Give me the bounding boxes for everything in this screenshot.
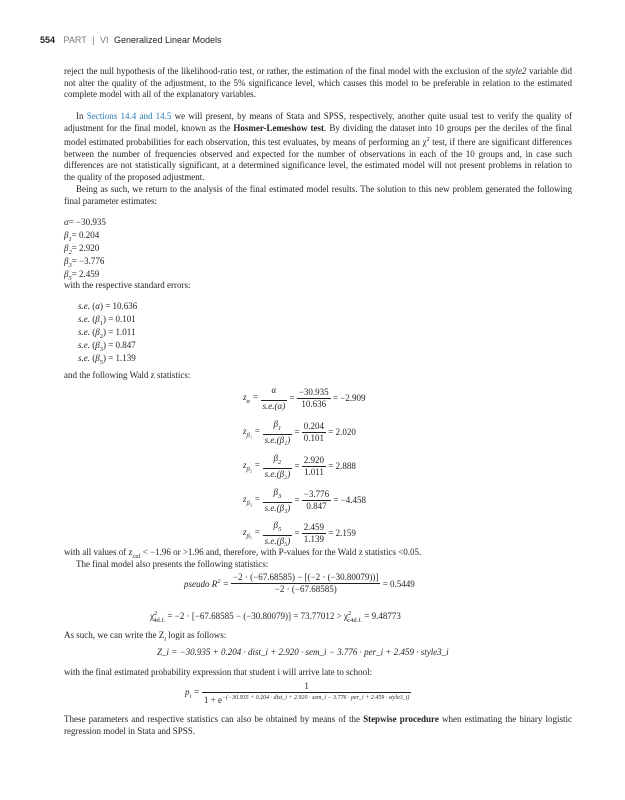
paragraph-8: These parameters and respective statistics can also be obtained by means of the Stepwise procedure when estimating the binary logistic regression model in Stata and SPSS. [64, 714, 572, 736]
page-number: 554 [40, 35, 56, 45]
wald-intro: and the following Wald z statistics: [64, 370, 191, 380]
wald-equation: $z_{\beta_1}$ = $\frac{\beta_1}{\text{s.e.(β₁)}}$ = $\frac{0.204}{0.101}$ = 2.020 [243, 419, 356, 445]
running-header [40, 35, 600, 49]
chi-square-equation: $\chi^2_{4d.f.} = -2 \cdot [-67.68585 - (-30.80079)] = 73.77012 > \chi^2_{c4d.f.} = 9.48773$ [150, 610, 401, 624]
wald-equation: $z_{\beta_5}$ = $\frac{\beta_5}{\text{s.e.(β₅)}}$ = $\frac{2.459}{1.139}$ = 2.159 [243, 520, 356, 546]
std-error-line: s.e. $(\beta_5) = 1.139$ [78, 353, 136, 366]
pseudo-numerator: −2 · (−67.68585) − [(−2 · (−30.80079))] [233, 572, 379, 582]
prob-denominator: $1 + e^{-(-30.935 + 0.204 \cdot dist\_i + 2.920 \cdot sem\_i - 3.776 \cdot per\_i + 2.459 \cdot style3\_i)}$ [203, 695, 410, 705]
paragraph-3: Being as such, we return to the analysis of the final estimated model results. The solution to this new problem generated the following final parameter estimates: [64, 184, 572, 206]
estimate-line: $\beta_2= 2.920$ [64, 243, 100, 256]
se-intro: with the respective standard errors: [64, 280, 191, 290]
std-error-line: s.e. $(\beta_2) = 1.011$ [78, 327, 136, 340]
paragraph-7: with the final estimated probability expression that student i will arrive late to school: [64, 667, 373, 677]
part-number: VI [99, 35, 109, 45]
header-title: Generalized Linear Models [113, 35, 222, 45]
std-error-line: s.e. $(\beta_1) = 0.101$ [78, 314, 136, 327]
wald-equation: $z_\alpha$ = $\frac{\alpha}{s.e.(\alpha)}$ = $\frac{-30.935}{10.636}$ = −2.909 [243, 385, 366, 411]
header-separator: | [92, 35, 95, 45]
paragraph-6: As such, we can write the $Z_i$ logit as follows: [64, 630, 227, 643]
probability-equation: $p_i$ = 1 $1 + e^{-(-30.935 + 0.204 \cdot dist\_i + 2.920 \cdot sem\_i - 3.776 \cdot per\_i + 2.459 \cdot style3\_i)}$ [185, 681, 410, 705]
part-label: PART [63, 35, 87, 45]
sections-link[interactable]: Sections 14.4 and 14.5 [86, 111, 172, 121]
paragraph-5: The final model also presents the following statistics: [76, 559, 269, 569]
estimate-line: $\beta_3= -3.776$ [64, 256, 105, 269]
paragraph-1: reject the null hypothesis of the likelihood-ratio test, or rather, the estimation of the final model with the exclusion of the style2 variable did not alter the quality of the adjustment, to the 5% significance level, which causes this model to be preferable in relation to the estimated complete model with all of the explanatory variables. [64, 66, 572, 99]
wald-equation: $z_{\beta_2}$ = $\frac{\beta_2}{\text{s.e.(β₂)}}$ = $\frac{2.920}{1.011}$ = 2.888 [243, 453, 356, 479]
pseudo-denominator: −2 · (−67.68585) [274, 584, 337, 594]
std-error-line: s.e. $(\beta_3) = 0.847$ [78, 340, 136, 353]
logit-equation: Z_i = −30.935 + 0.204 · dist_i + 2.920 · sem_i − 3.776 · per_i + 2.459 · style3_i [157, 647, 449, 657]
paragraph-2: In Sections 14.4 and 14.5 we will present, by means of Stata and SPSS, respectively, another quite usual test to verify the quality of adjustment for the final model, known as the Hosmer-Lemeshow test. By dividing the dataset into 10 groups per the deciles of the final model estimated probabilities for each observation, this test evaluates, by means of performing an $\chi^2$ test, if there are significant differences between the number of frequencies observed and expected for the number of observations in each of the 10 groups and, in case such differences are not statistically significant, at a determined significance level, the estimated model will not present problems in relation to the quality of the proposed adjustment. [64, 111, 573, 182]
std-error-line: s.e. (α) = 10.636 [78, 301, 138, 311]
prob-numerator: 1 [202, 681, 412, 693]
wald-equation: $z_{\beta_3}$ = $\frac{\beta_3}{\text{s.e.(β₃)}}$ = $\frac{-3.776}{0.847}$ = −4.458 [243, 487, 367, 513]
estimate-line: $\beta_5= 2.459$ [64, 269, 100, 282]
paragraph-4: with all values of $z_{cal} < -1.96$ or >1.96 and, therefore, with P-values for the Wald z statistics <0.05. [64, 547, 422, 560]
pseudo-r2-equation: pseudo $R^2$ = $\frac{-2 \cdot (-67.68585) - [(-2 \cdot (-30.80079))]}{-2 \cdot (-67.68585)}$ = 0.5449 [184, 572, 415, 594]
estimate-line: α= −30.935 [64, 217, 106, 227]
estimate-line: $\beta_1= 0.204$ [64, 230, 100, 243]
